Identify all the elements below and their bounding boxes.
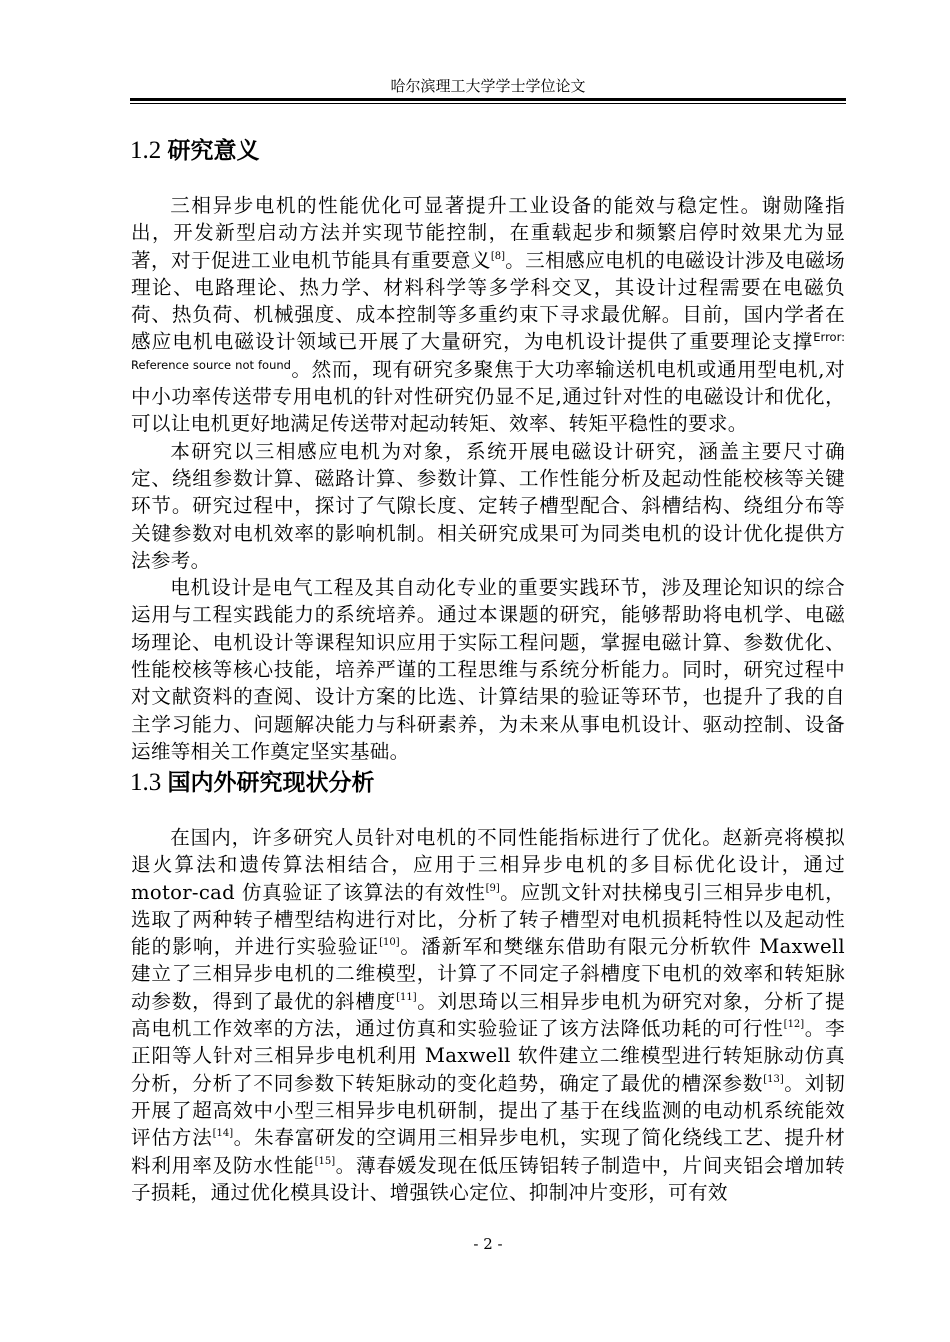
section-heading-1-2: [130, 135, 260, 167]
citation: [11]: [396, 991, 417, 1003]
citation: [15]: [314, 1155, 336, 1167]
section-number: 1.2: [130, 137, 162, 164]
header-rule-thick: [130, 98, 846, 101]
citation: [13]: [763, 1073, 784, 1085]
section-title: 研究意义: [167, 138, 260, 164]
paragraph: 在国内，许多研究人员针对电机的不同性能指标进行了优化。赵新亮将模拟退火算法和遗传算法相结合，应用于三相异步电机的多目标优化设计，通过 motor-cad 仿真验证了该算法的有效性[9]。应凯文针对扶梯曳引三相异步电机，选取了两种转子槽型结构进行对比，分析了转子槽型对电机损耗特性以及起动性能的影响，并进行实验验证[10]。潘新军和樊继东借助有限元分析软件 Maxwell 建立了三相异步电机的二维模型，计算了不同定子斜槽度下电机的效率和转矩脉动参数，得到了最优的斜槽度[11]。刘思琦以三相异步电机为研究对象，分析了提高电机工作效率的方法，通过仿真和实验验证了该方法降低功耗的可行性[12]。李正阳等人针对三相异步电机利用 Maxwell 软件建立二维模型进行转矩脉动仿真分析，分析了不同参数下转矩脉动的变化趋势，确定了最优的槽深参数[13]。刘韧开展了超高效中小型三相异步电机研制，提出了基于在线监测的电动机系统能效评估方法[14]。朱春富研发的空调用三相异步电机，实现了简化绕线工艺、提升材料利用率及防水性能[15]。薄春媛发现在低压铸铝转子制造中，片间夹铝会增加转子损耗，通过优化模具设计、增强铁心定位、抑制冲片变形，可有效: [131, 826, 846, 1204]
paragraph: 本研究以三相感应电机为对象，系统开展电磁设计研究，涵盖主要尺寸确定、绕组参数计算、磁路计算、参数计算、工作性能分析及起动性能校核等关键环节。研究过程中，探讨了气隙长度、定转子槽型配合、斜槽结构、绕组分布等关键参数对电机效率的影响机制。相关研究成果可为同类电机的设计优化提供方法参考。: [131, 439, 845, 572]
citation: [14]: [212, 1128, 234, 1140]
citation: [10]: [379, 937, 400, 949]
section-heading-1-3: [130, 767, 375, 799]
citation: [9]: [485, 882, 500, 894]
running-header: 哈尔滨理工大学学士学位论文: [390, 77, 586, 95]
header-rule-thin: [130, 103, 846, 104]
citation-error: Error: Reference source not found: [131, 330, 845, 372]
section-number: 1.3: [130, 769, 162, 796]
section-body-1-3: [131, 824, 845, 1206]
citation: [12]: [783, 1019, 805, 1031]
section-body-1-2: [131, 192, 845, 765]
section-title: 国内外研究现状分析: [167, 770, 375, 796]
paragraph: 电机设计是电气工程及其自动化专业的重要实践环节，涉及理论知识的综合运用与工程实践能力的系统培养。通过本课题的研究，能够帮助将电机学、电磁场理论、电机设计等课程知识应用于实际工程问题，掌握电磁计算、参数优化、性能校核等核心技能，培养严谨的工程思维与系统分析能力。同时，研究过程中对文献资料的查阅、设计方案的比选、计算结果的验证等环节，也提升了我的自主学习能力、问题解决能力与科研素养，为未来从事电机设计、驱动控制、设备运维等相关工作奠定坚实基础。: [131, 576, 845, 763]
citation: [8]: [490, 250, 506, 262]
page-number: - 2 -: [473, 1235, 503, 1253]
paragraph: 三相异步电机的性能优化可显著提升工业设备的能效与稳定性。谢勋隆指出，开发新型启动方法并实现节能控制，在重载起步和频繁启停时效果尤为显著，对于促进工业电机节能具有重要意义[8]。三相感应电机的电磁设计涉及电磁场理论、电路理论、热力学、材料科学等多学科交叉，其设计过程需要在电磁负荷、热负荷、机械强度、成本控制等多重约束下寻求最优解。目前，国内学者在感应电机电磁设计领域已开展了大量研究，为电机设计提供了重要理论支撑$^{Error: Reference source not found}$。然而，现有研究多聚焦于大功率输送机电机或通用型电机,对中小功率传送带专用电机的针对性研究仍显不足,通过针对性的电磁设计和优化，可以让电机更好地满足传送带对起动转矩、效率、转矩平稳性的要求。: [131, 194, 845, 436]
